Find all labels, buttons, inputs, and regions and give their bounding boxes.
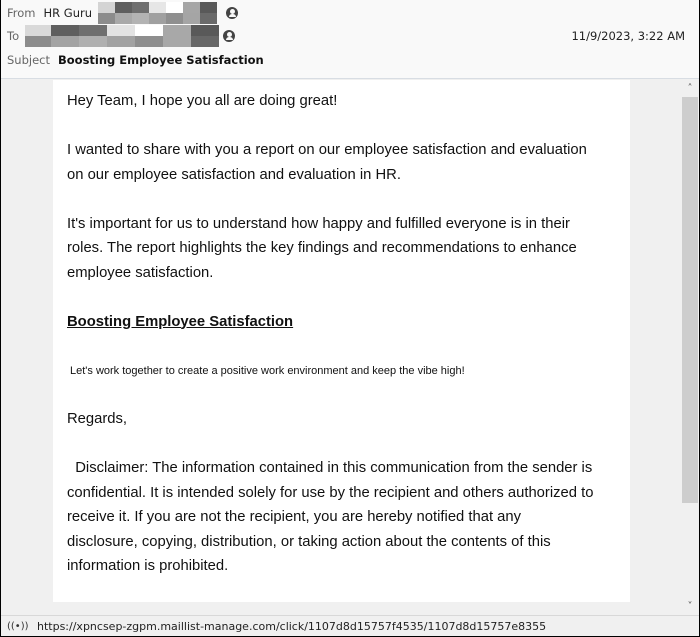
disclaimer-line-4: disclosure, copying, distribution, or taking action about the contents of this [67,533,551,550]
body-paragraph-2-line-2: roles. The report highlights the key findings and recommendations to enhance [67,240,577,256]
to-row [7,26,235,46]
regards: Regards, [67,411,128,427]
disclaimer-line-1: Disclaimer: The information contained in this communication from the sender is [67,460,593,476]
subject-label: Subject [7,53,50,67]
report-link[interactable]: Boosting Employee Satisfaction [67,313,294,330]
small-tagline: Let's work together to create a positive work environment and keep the vibe high! [70,364,465,377]
sender-name[interactable]: HR Guru [43,6,93,20]
email-reading-window [1,0,699,636]
disclaimer-line-5: information is prohibited. [67,558,229,574]
sent-date: 11/9/2023, 3:22 AM [571,29,685,43]
broadcast-icon: ((•)) [7,620,29,632]
disclaimer-line-3: receive it. If you are not the recipient, you are hereby notified that any [67,509,522,525]
subject-text: Boosting Employee Satisfaction [58,53,264,67]
recipient-contact-icon[interactable] [223,30,235,42]
chevron-up-icon[interactable]: ˄ [687,83,693,94]
message-header [1,0,699,79]
scrollbar-thumb[interactable] [682,97,698,503]
body-paragraph-1-line-1: I wanted to share with you a report on our employee satisfaction and evaluation [67,142,587,158]
to-label: To [7,29,20,43]
vertical-scrollbar[interactable] [681,80,699,615]
from-label: From [7,6,36,20]
chevron-down-icon[interactable]: ˅ [687,601,693,612]
status-bar [1,615,699,636]
greeting: Hey Team, I hope you all are doing great! [67,93,338,109]
body-paragraph-1-line-2: on our employee satisfaction and evaluation in HR. [67,166,401,183]
disclaimer-line-2: confidential. It is intended solely for use by the recipient and others authorized to [67,484,594,501]
message-body-area [1,80,681,615]
body-paragraph-2-line-3: employee satisfaction. [67,264,214,281]
body-paragraph-2-line-1: It's important for us to understand how happy and fulfilled everyone is in their [67,215,570,232]
redacted-sender-email [98,2,220,24]
from-row [7,3,238,23]
sender-contact-icon[interactable] [226,7,238,19]
subject-row [7,50,264,70]
message-body [53,80,630,602]
redacted-recipient-email [25,25,217,47]
hover-link-url: https://xpncsep-zgpm.maillist-manage.com/click/1107d8d15757f4535/1107d8d15757e8355 [37,619,547,633]
